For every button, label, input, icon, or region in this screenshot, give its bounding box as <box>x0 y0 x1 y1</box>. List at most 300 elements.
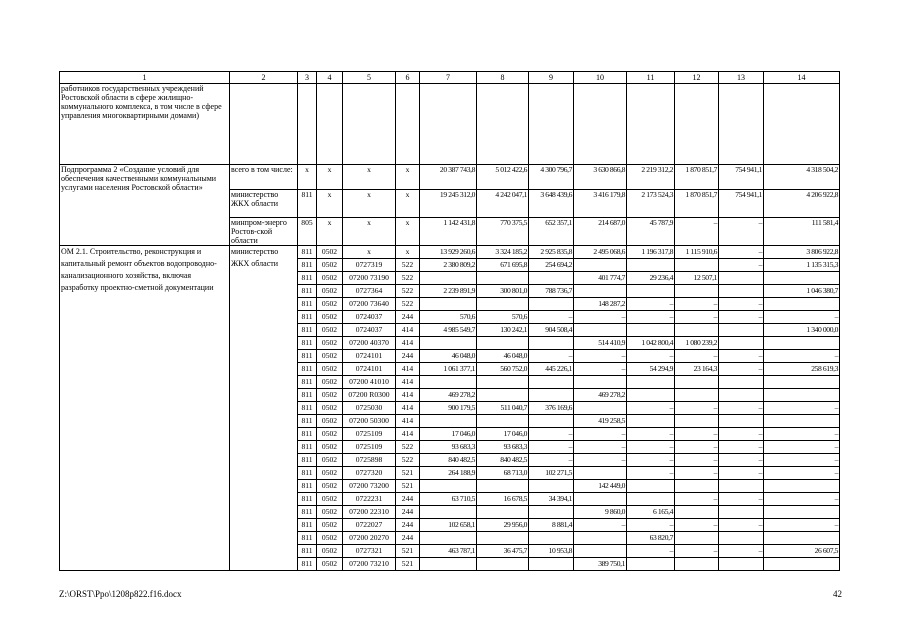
table-cell: 376 169,6 <box>529 402 574 415</box>
table-cell: 521 <box>396 545 420 558</box>
table-cell: x <box>317 190 343 218</box>
table-cell <box>675 480 719 493</box>
table-cell <box>719 84 764 165</box>
table-cell: – <box>675 493 719 506</box>
table-cell: x <box>396 165 420 190</box>
table-cell: 811 <box>298 190 317 218</box>
table-cell <box>420 272 477 285</box>
table-cell: – <box>675 311 719 324</box>
table-cell: 244 <box>396 506 420 519</box>
table-cell: 26 607,5 <box>764 545 840 558</box>
table-cell <box>529 558 574 571</box>
header-cell: 4 <box>317 72 343 84</box>
table-cell: – <box>675 441 719 454</box>
header-cell: 9 <box>529 72 574 84</box>
table-cell: 805 <box>298 218 317 246</box>
table-cell <box>529 415 574 428</box>
table-cell <box>719 389 764 402</box>
table-cell: 1 061 377,1 <box>420 363 477 376</box>
table-cell: 46 048,0 <box>420 350 477 363</box>
table-cell: 0727320 <box>343 467 396 480</box>
table-cell: 3 648 439,6 <box>529 190 574 218</box>
table-cell: 4 985 549,7 <box>420 324 477 337</box>
table-cell: 93 683,3 <box>477 441 529 454</box>
table-cell: x <box>317 165 343 190</box>
table-cell <box>477 506 529 519</box>
table-cell: 102 658,1 <box>420 519 477 532</box>
budget-table <box>59 71 840 571</box>
table-cell <box>574 402 627 415</box>
table-cell <box>764 376 840 389</box>
table-cell: 300 801,0 <box>477 285 529 298</box>
table-cell <box>627 84 675 165</box>
table-cell: 244 <box>396 493 420 506</box>
table-cell <box>675 84 719 165</box>
responsible-cell: министерство ЖКХ области <box>230 190 298 218</box>
header-cell: 6 <box>396 72 420 84</box>
table-cell: 522 <box>396 285 420 298</box>
table-cell <box>529 84 574 165</box>
table-cell <box>420 376 477 389</box>
table-cell <box>627 493 675 506</box>
table-cell <box>764 84 840 165</box>
table-cell <box>477 272 529 285</box>
table-cell <box>574 532 627 545</box>
table-cell: – <box>719 363 764 376</box>
page-number: 42 <box>833 589 842 599</box>
table-cell: 811 <box>298 428 317 441</box>
table-cell: 07200 73190 <box>343 272 396 285</box>
table-cell: 754 941,1 <box>719 165 764 190</box>
table-cell: – <box>627 519 675 532</box>
header-cell: 8 <box>477 72 529 84</box>
table-cell: – <box>719 311 764 324</box>
table-cell <box>420 337 477 350</box>
table-cell: – <box>764 467 840 480</box>
table-cell: – <box>719 246 764 259</box>
table-cell: 0502 <box>317 324 343 337</box>
table-cell: 1 115 910,6 <box>675 246 719 259</box>
table-cell: 0724037 <box>343 324 396 337</box>
table-cell: 671 695,8 <box>477 259 529 272</box>
table-cell <box>529 389 574 402</box>
table-cell <box>420 298 477 311</box>
table-cell <box>343 84 396 165</box>
table-cell: 511 040,7 <box>477 402 529 415</box>
table-cell <box>574 285 627 298</box>
table-cell: – <box>627 311 675 324</box>
table-cell <box>574 376 627 389</box>
table-cell: 0502 <box>317 441 343 454</box>
table-cell: 0725109 <box>343 428 396 441</box>
table-cell: – <box>529 428 574 441</box>
table-cell: – <box>675 428 719 441</box>
header-cell: 5 <box>343 72 396 84</box>
table-cell <box>627 558 675 571</box>
table-cell: 54 294,9 <box>627 363 675 376</box>
table-cell: 652 357,1 <box>529 218 574 246</box>
table-cell: 811 <box>298 415 317 428</box>
table-cell <box>675 532 719 545</box>
table-cell: – <box>764 493 840 506</box>
table-cell: 840 482,5 <box>420 454 477 467</box>
table-cell: 1 042 800,4 <box>627 337 675 350</box>
table-cell: – <box>574 428 627 441</box>
header-cell: 10 <box>574 72 627 84</box>
table-cell <box>764 558 840 571</box>
table-cell: 840 482,5 <box>477 454 529 467</box>
table-cell: 0725898 <box>343 454 396 467</box>
table-cell: 07200 41010 <box>343 376 396 389</box>
table-cell: x <box>343 218 396 246</box>
table-cell: 07200 R0300 <box>343 389 396 402</box>
table-cell: – <box>719 259 764 272</box>
table-cell: 0502 <box>317 389 343 402</box>
table-cell: 0727364 <box>343 285 396 298</box>
table-cell: 414 <box>396 402 420 415</box>
table-cell: 0502 <box>317 272 343 285</box>
table-cell <box>764 337 840 350</box>
responsible-cell: министерство ЖКХ области <box>230 246 298 571</box>
table-cell: x <box>396 246 420 259</box>
table-cell: 0502 <box>317 454 343 467</box>
table-cell: 10 953,8 <box>529 545 574 558</box>
table-cell: x <box>343 165 396 190</box>
table-cell <box>574 545 627 558</box>
table-cell <box>477 415 529 428</box>
table-cell: – <box>675 519 719 532</box>
table-cell <box>574 259 627 272</box>
header-cell: 13 <box>719 72 764 84</box>
table-cell: 414 <box>396 428 420 441</box>
table-cell <box>477 376 529 389</box>
table-cell <box>764 272 840 285</box>
table-cell: 811 <box>298 285 317 298</box>
table-cell: 1 340 000,0 <box>764 324 840 337</box>
table-cell: 17 046,0 <box>420 428 477 441</box>
table-cell: 9 860,0 <box>574 506 627 519</box>
table-cell: – <box>719 467 764 480</box>
table-cell <box>764 506 840 519</box>
table-cell: 0502 <box>317 493 343 506</box>
table-cell: 1 870 851,7 <box>675 165 719 190</box>
table-cell: 904 508,4 <box>529 324 574 337</box>
header-cell: 7 <box>420 72 477 84</box>
table-cell: 0727321 <box>343 545 396 558</box>
table-cell: 811 <box>298 467 317 480</box>
table-cell <box>764 480 840 493</box>
table-cell: 521 <box>396 480 420 493</box>
table-cell: 414 <box>396 337 420 350</box>
header-cell: 1 <box>60 72 230 84</box>
table-cell: 811 <box>298 506 317 519</box>
table-cell: 07200 73210 <box>343 558 396 571</box>
table-cell: – <box>764 402 840 415</box>
table-cell: 2 219 312,2 <box>627 165 675 190</box>
table-cell: 811 <box>298 376 317 389</box>
row-label: Подпрограмма 2 «Создание условий для обеспечения качественными коммунальными услугами населения Ростовской области» <box>60 165 230 246</box>
table-cell: 2 495 068,6 <box>574 246 627 259</box>
table-cell: 0502 <box>317 363 343 376</box>
table-cell: 811 <box>298 441 317 454</box>
table-cell: 521 <box>396 558 420 571</box>
table-cell: 1 196 317,8 <box>627 246 675 259</box>
table-cell: 0502 <box>317 532 343 545</box>
table-cell <box>719 324 764 337</box>
table-cell: 142 449,0 <box>574 480 627 493</box>
table-cell: 811 <box>298 480 317 493</box>
table-cell: 560 752,0 <box>477 363 529 376</box>
table-cell: 34 394,1 <box>529 493 574 506</box>
table-cell: 811 <box>298 298 317 311</box>
table-cell: – <box>574 519 627 532</box>
table-cell <box>627 389 675 402</box>
table-cell <box>719 337 764 350</box>
table-cell: – <box>764 350 840 363</box>
table-cell <box>719 285 764 298</box>
header-cell: 14 <box>764 72 840 84</box>
table-cell <box>719 376 764 389</box>
table-cell: 0502 <box>317 285 343 298</box>
table-cell: – <box>675 454 719 467</box>
table-cell <box>574 493 627 506</box>
row-label: работников государственных учреждений Ростовской области в сфере жилищно-коммунального комплекса, в том числе в сфере управления многоквартирными домами) <box>60 84 230 165</box>
table-cell <box>764 415 840 428</box>
table-cell: 16 678,5 <box>477 493 529 506</box>
table-cell: 0727319 <box>343 259 396 272</box>
table-cell: 0502 <box>317 259 343 272</box>
table-cell <box>477 84 529 165</box>
table-cell: x <box>343 190 396 218</box>
table-cell <box>230 84 298 165</box>
table-cell: 811 <box>298 558 317 571</box>
table-cell: 07200 73200 <box>343 480 396 493</box>
table-cell: 0502 <box>317 350 343 363</box>
table-cell: – <box>627 350 675 363</box>
table-cell: – <box>529 441 574 454</box>
table-cell: 811 <box>298 493 317 506</box>
table-cell: 811 <box>298 350 317 363</box>
table-cell: 522 <box>396 259 420 272</box>
table-cell: 2 173 524,3 <box>627 190 675 218</box>
table-cell: 29 236,4 <box>627 272 675 285</box>
table-cell <box>529 532 574 545</box>
table-cell <box>675 324 719 337</box>
table-cell: – <box>719 428 764 441</box>
responsible-cell: минпром-энерго Ростов-ской области <box>230 218 298 246</box>
table-cell: – <box>627 545 675 558</box>
table-cell: 0722231 <box>343 493 396 506</box>
table-cell: – <box>764 519 840 532</box>
table-cell: 0724101 <box>343 363 396 376</box>
table-cell <box>529 506 574 519</box>
table-cell <box>627 480 675 493</box>
table-cell <box>719 532 764 545</box>
table-cell: – <box>675 402 719 415</box>
table-cell: 45 787,9 <box>627 218 675 246</box>
table-cell: – <box>627 402 675 415</box>
table-cell: x <box>317 218 343 246</box>
table-cell: 0502 <box>317 480 343 493</box>
table-cell: 0724101 <box>343 350 396 363</box>
table-cell <box>627 285 675 298</box>
table-cell: 445 226,1 <box>529 363 574 376</box>
table-cell: 36 475,7 <box>477 545 529 558</box>
table-cell: – <box>675 545 719 558</box>
table-cell: – <box>675 350 719 363</box>
table-cell <box>675 259 719 272</box>
table-cell: 522 <box>396 298 420 311</box>
table-cell: 3 630 866,8 <box>574 165 627 190</box>
table-cell: – <box>529 350 574 363</box>
table-cell <box>477 298 529 311</box>
table-cell: – <box>627 298 675 311</box>
table-cell <box>420 532 477 545</box>
table-cell: – <box>764 454 840 467</box>
table-cell: 811 <box>298 402 317 415</box>
table-cell: 07200 22310 <box>343 506 396 519</box>
table-cell: 469 278,2 <box>420 389 477 402</box>
table-cell: 522 <box>396 272 420 285</box>
table-cell: – <box>574 350 627 363</box>
table-cell: 68 713,0 <box>477 467 529 480</box>
table-cell <box>529 376 574 389</box>
table-cell: 788 736,7 <box>529 285 574 298</box>
table-cell <box>719 506 764 519</box>
table-cell: 570,6 <box>477 311 529 324</box>
table-cell: 3 324 185,2 <box>477 246 529 259</box>
table-cell: 0502 <box>317 402 343 415</box>
table-cell: 1 135 315,3 <box>764 259 840 272</box>
table-cell <box>477 480 529 493</box>
table-cell: 3 806 922,8 <box>764 246 840 259</box>
table-cell: 389 750,1 <box>574 558 627 571</box>
table-cell: 20 387 743,8 <box>420 165 477 190</box>
table-cell: 264 188,9 <box>420 467 477 480</box>
table-cell: 0502 <box>317 376 343 389</box>
table-cell: 2 925 835,8 <box>529 246 574 259</box>
table-cell: 07200 73640 <box>343 298 396 311</box>
table-cell: 1 870 851,7 <box>675 190 719 218</box>
table-cell <box>627 259 675 272</box>
table-cell: – <box>719 441 764 454</box>
table-cell: – <box>719 493 764 506</box>
table-cell: 770 375,5 <box>477 218 529 246</box>
table-cell <box>317 84 343 165</box>
header-cell: 12 <box>675 72 719 84</box>
table-cell: – <box>719 298 764 311</box>
table-cell: – <box>627 467 675 480</box>
table-cell: 419 258,5 <box>574 415 627 428</box>
table-cell: 2 380 809,2 <box>420 259 477 272</box>
table-cell: 522 <box>396 454 420 467</box>
table-cell: 0502 <box>317 428 343 441</box>
table-cell: 130 242,1 <box>477 324 529 337</box>
table-cell: – <box>764 441 840 454</box>
table-cell: – <box>719 519 764 532</box>
table-cell: 811 <box>298 272 317 285</box>
table-cell: 469 278,2 <box>574 389 627 402</box>
table-row <box>60 84 840 165</box>
table-cell <box>574 84 627 165</box>
table-cell: 63 710,5 <box>420 493 477 506</box>
table-cell <box>420 84 477 165</box>
table-cell: 3 416 179,8 <box>574 190 627 218</box>
table-cell <box>627 415 675 428</box>
header-cell: 11 <box>627 72 675 84</box>
table-cell: 414 <box>396 363 420 376</box>
table-cell <box>477 558 529 571</box>
table-cell <box>675 376 719 389</box>
table-cell: 0502 <box>317 558 343 571</box>
table-cell <box>298 84 317 165</box>
table-cell: 4 206 922,8 <box>764 190 840 218</box>
row-label: ОМ 2.1. Строительство, реконструкция и капитальный ремонт объектов водопроводно-канализационного хозяйства, включая разработку проектно-сметной документации <box>60 246 230 571</box>
table-cell: 0502 <box>317 506 343 519</box>
table-cell <box>420 480 477 493</box>
table-cell: – <box>719 454 764 467</box>
table-cell: 0725109 <box>343 441 396 454</box>
header-cell: 2 <box>230 72 298 84</box>
table-cell: 0502 <box>317 298 343 311</box>
table-cell <box>529 272 574 285</box>
table-cell: 258 619,3 <box>764 363 840 376</box>
table-cell: 12 507,1 <box>675 272 719 285</box>
table-cell: – <box>675 298 719 311</box>
table-cell <box>719 272 764 285</box>
table-cell: – <box>574 363 627 376</box>
table-cell: 811 <box>298 311 317 324</box>
table-cell <box>529 480 574 493</box>
table-cell: 522 <box>396 441 420 454</box>
table-cell: 811 <box>298 337 317 350</box>
table-cell: 514 410,9 <box>574 337 627 350</box>
table-cell: 5 012 422,6 <box>477 165 529 190</box>
table-cell: 07200 20270 <box>343 532 396 545</box>
table-cell <box>420 506 477 519</box>
table-cell: – <box>719 350 764 363</box>
table-cell: 07200 50300 <box>343 415 396 428</box>
table-cell <box>675 389 719 402</box>
table-cell: 23 164,3 <box>675 363 719 376</box>
table-cell: – <box>627 428 675 441</box>
table-cell: – <box>529 311 574 324</box>
table-cell: 0502 <box>317 337 343 350</box>
table-cell: 93 683,3 <box>420 441 477 454</box>
table-cell: x <box>343 246 396 259</box>
table-cell <box>675 558 719 571</box>
table-cell: 13 929 260,6 <box>420 246 477 259</box>
table-cell <box>477 532 529 545</box>
table-cell: x <box>298 165 317 190</box>
table-cell: 244 <box>396 311 420 324</box>
table-cell: 0502 <box>317 415 343 428</box>
table-cell: x <box>396 190 420 218</box>
table-cell: 102 271,5 <box>529 467 574 480</box>
table-cell: – <box>719 545 764 558</box>
table-cell: x <box>396 218 420 246</box>
table-cell: 244 <box>396 350 420 363</box>
table-row <box>60 246 840 259</box>
table-cell: 254 694,2 <box>529 259 574 272</box>
table-cell: 811 <box>298 519 317 532</box>
header-cell: 3 <box>298 72 317 84</box>
table-cell: 244 <box>396 519 420 532</box>
responsible-cell: всего в том числе: <box>230 165 298 190</box>
table-cell: 401 774,7 <box>574 272 627 285</box>
table-cell: 0502 <box>317 467 343 480</box>
table-cell: 811 <box>298 324 317 337</box>
